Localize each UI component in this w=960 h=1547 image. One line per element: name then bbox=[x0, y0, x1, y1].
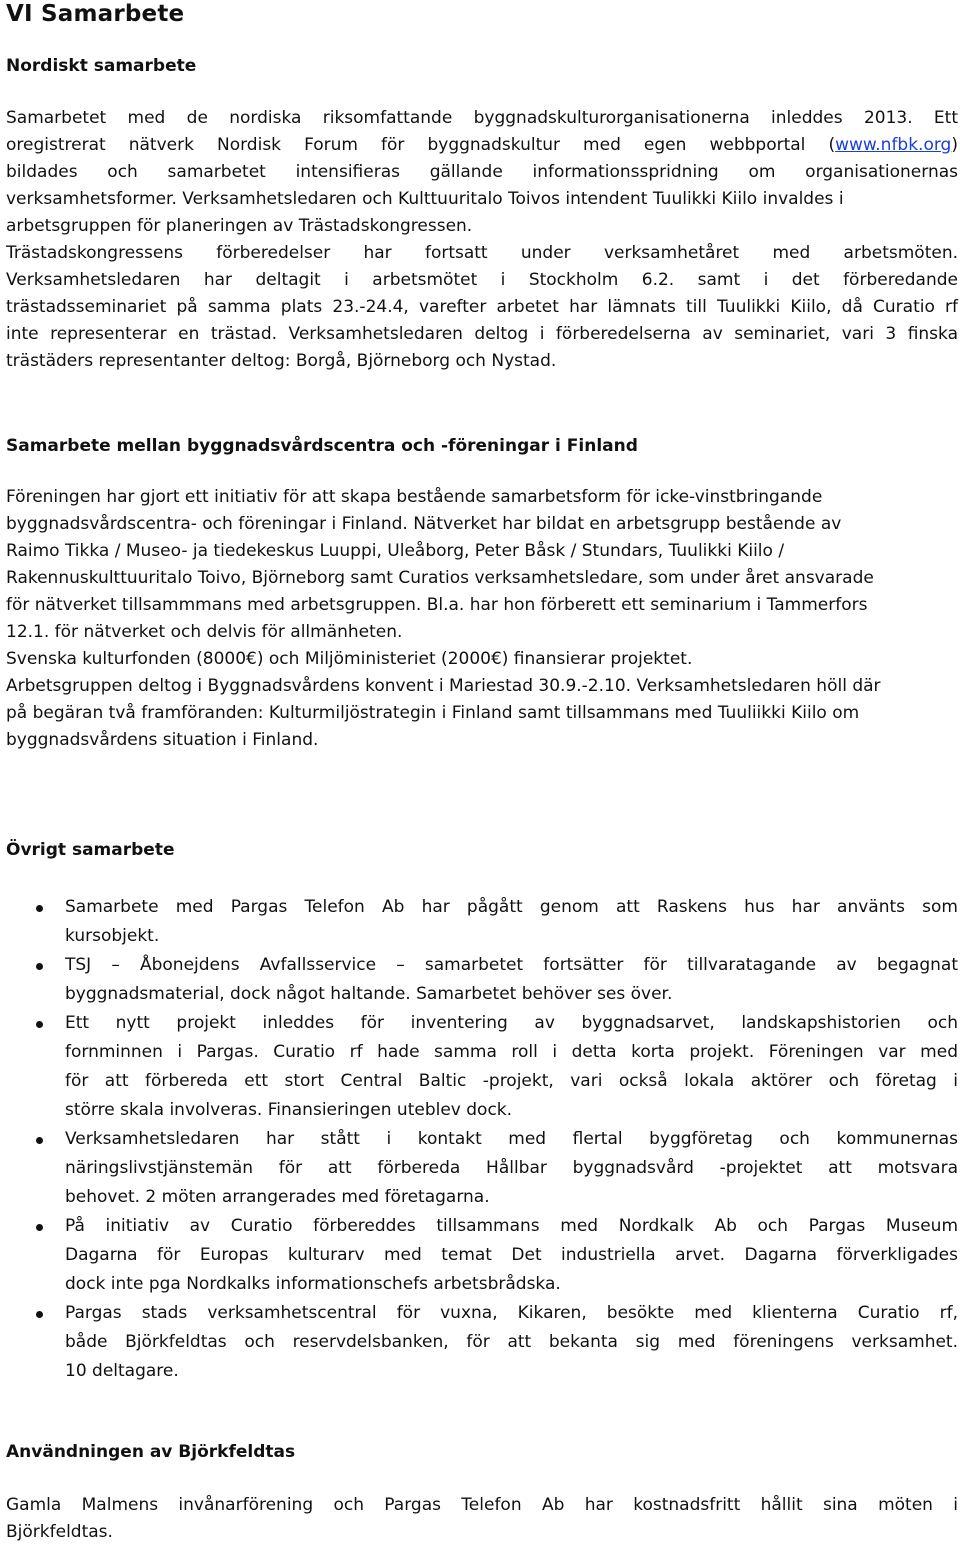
text-fragment: oregistrerat nätverk Nordisk Forum för byggnadskultur med egen webbportal ( bbox=[6, 135, 836, 155]
text-line: fornminnen i Pargas. Curatio rf hade samma roll i detta korta projekt. Föreningen var med bbox=[65, 1042, 958, 1062]
section-heading-bjorkfeldtas: Användningen av Björkfeldtas bbox=[6, 1442, 296, 1462]
text-line: inte representerar en trästad. Verksamhetsledaren deltog i förberedelserna av seminariet, vari 3 finska bbox=[6, 324, 958, 344]
text-line: Samarbete med Pargas Telefon Ab har pågått genom att Raskens hus har använts som bbox=[65, 897, 958, 917]
text-line: trästäders representanter deltog: Borgå, Björneborg och Nystad. bbox=[6, 351, 557, 371]
text-line: Rakennuskulttuuritalo Toivo, Björneborg samt Curatios verksamhetsledare, som under året ansvarade bbox=[6, 568, 874, 588]
cooperation-list bbox=[0, 893, 958, 1386]
text-line: verksamhetsformer. Verksamhetsledaren och Kulttuuritalo Toivos intendent Tuulikki Kiilo invaldes i bbox=[6, 189, 844, 209]
text-line: Trästadskongressens förberedelser har fortsatt under verksamhetåret med arbetsmöten. bbox=[6, 243, 958, 263]
bullet-icon bbox=[36, 1311, 43, 1318]
text-line: Verksamhetsledaren har deltagit i arbetsmötet i Stockholm 6.2. samt i det förberedande bbox=[6, 270, 958, 290]
list-item bbox=[0, 893, 958, 951]
text-line: Gamla Malmens invånarförening och Pargas Telefon Ab har kostnadsfritt hållit sina möten i bbox=[6, 1495, 958, 1515]
text-line: Svenska kulturfonden (8000€) och Miljöministeriet (2000€) finansierar projektet. bbox=[6, 649, 693, 669]
bullet-icon bbox=[36, 905, 43, 912]
section-heading-other: Övrigt samarbete bbox=[6, 840, 175, 860]
text-line: 10 deltagare. bbox=[65, 1361, 179, 1381]
page-title: VI Samarbete bbox=[6, 1, 185, 27]
text-line: På initiativ av Curatio förbereddes tillsammans med Nordkalk Ab och Pargas Museum bbox=[65, 1216, 958, 1236]
list-item bbox=[0, 951, 958, 1009]
text-line: på begäran två framföranden: Kulturmiljöstrategin i Finland samt tillsammans med Tuuliikki Kiilo om bbox=[6, 703, 860, 723]
section-body-bjorkfeldtas bbox=[6, 1492, 958, 1546]
text-line: byggnadsvårdscentra- och föreningar i Finland. Nätverket har bildat en arbetsgrupp bestående av bbox=[6, 514, 842, 534]
text-line: näringslivstjänstemän för att förbereda Hållbar byggnadsvård -projektet att motsvara bbox=[65, 1158, 958, 1178]
text-line: för att förbereda ett stort Central Baltic -projekt, vari också lokala aktörer och företag i bbox=[65, 1071, 958, 1091]
text-line: byggnadsvårdens situation i Finland. bbox=[6, 730, 319, 750]
text-line: både Björkfeldtas och reservdelsbanken, för att bekanta sig med föreningens verksamhet. bbox=[65, 1332, 958, 1352]
bullet-icon bbox=[36, 1137, 43, 1144]
text-fragment: ) bbox=[951, 135, 958, 155]
bullet-icon bbox=[36, 963, 43, 970]
text-line: Verksamhetsledaren har stått i kontakt med flertal byggföretag och kommunernas bbox=[65, 1129, 958, 1149]
text-line bbox=[6, 132, 958, 159]
text-line: 12.1. för nätverket och delvis för allmänheten. bbox=[6, 622, 403, 642]
text-line: kursobjekt. bbox=[65, 926, 160, 946]
text-line: TSJ – Åbonejdens Avfallsservice – samarbetet fortsätter för tillvaratagande av begagnat bbox=[65, 955, 958, 975]
text-line: Ett nytt projekt inleddes för inventering av byggnadsarvet, landskapshistorien och bbox=[65, 1013, 958, 1033]
text-line: Raimo Tikka / Museo- ja tiedekeskus Luuppi, Uleåborg, Peter Båsk / Stundars, Tuulikki Kiilo / bbox=[6, 541, 785, 561]
text-line: behovet. 2 möten arrangerades med företagarna. bbox=[65, 1187, 490, 1207]
section-heading-finland: Samarbete mellan byggnadsvårdscentra och -föreningar i Finland bbox=[6, 436, 638, 456]
text-line: Samarbetet med de nordiska riksomfattande byggnadskulturorganisationerna inleddes 2013. Ett bbox=[6, 108, 958, 128]
nfbk-link[interactable]: www.nfbk.org bbox=[835, 135, 952, 155]
text-line: större skala involveras. Finansieringen uteblev dock. bbox=[65, 1100, 513, 1120]
list-item bbox=[0, 1212, 958, 1299]
section-body-finland bbox=[6, 484, 958, 754]
text-line: byggnadsmaterial, dock något haltande. Samarbetet behöver ses över. bbox=[65, 984, 673, 1004]
list-item bbox=[0, 1299, 958, 1386]
section-heading-nordic: Nordiskt samarbete bbox=[6, 56, 197, 76]
text-line: Föreningen har gjort ett initiativ för att skapa bestående samarbetsform för icke-vinstbringande bbox=[6, 487, 823, 507]
bullet-icon bbox=[36, 1224, 43, 1231]
text-line: trästadsseminariet på samma plats 23.-24.4, varefter arbetet har lämnats till Tuulikki Kiilo, då Curatio rf bbox=[6, 297, 958, 317]
text-line: Arbetsgruppen deltog i Byggnadsvårdens konvent i Mariestad 30.9.-2.10. Verksamhetsledaren höll där bbox=[6, 676, 881, 696]
text-line: arbetsgruppen för planeringen av Trästadskongressen. bbox=[6, 216, 473, 236]
text-line: dock inte pga Nordkalks informationschefs arbetsbrådska. bbox=[65, 1274, 561, 1294]
text-line: Pargas stads verksamhetscentral för vuxna, Kikaren, besökte med klienterna Curatio rf, bbox=[65, 1303, 958, 1323]
text-line: för nätverket tillsammmans med arbetsgruppen. Bl.a. har hon förberett ett seminarium i Tammerfors bbox=[6, 595, 868, 615]
text-line: Dagarna för Europas kulturarv med temat Det industriella arvet. Dagarna förverkligades bbox=[65, 1245, 958, 1265]
text-line: Björkfeldtas. bbox=[6, 1522, 113, 1542]
text-line: bildades och samarbetet intensifieras gällande informationsspridning om organisationernas bbox=[6, 162, 958, 182]
bullet-icon bbox=[36, 1021, 43, 1028]
list-item bbox=[0, 1125, 958, 1212]
list-item bbox=[0, 1009, 958, 1125]
section-body-nordic bbox=[6, 105, 958, 375]
